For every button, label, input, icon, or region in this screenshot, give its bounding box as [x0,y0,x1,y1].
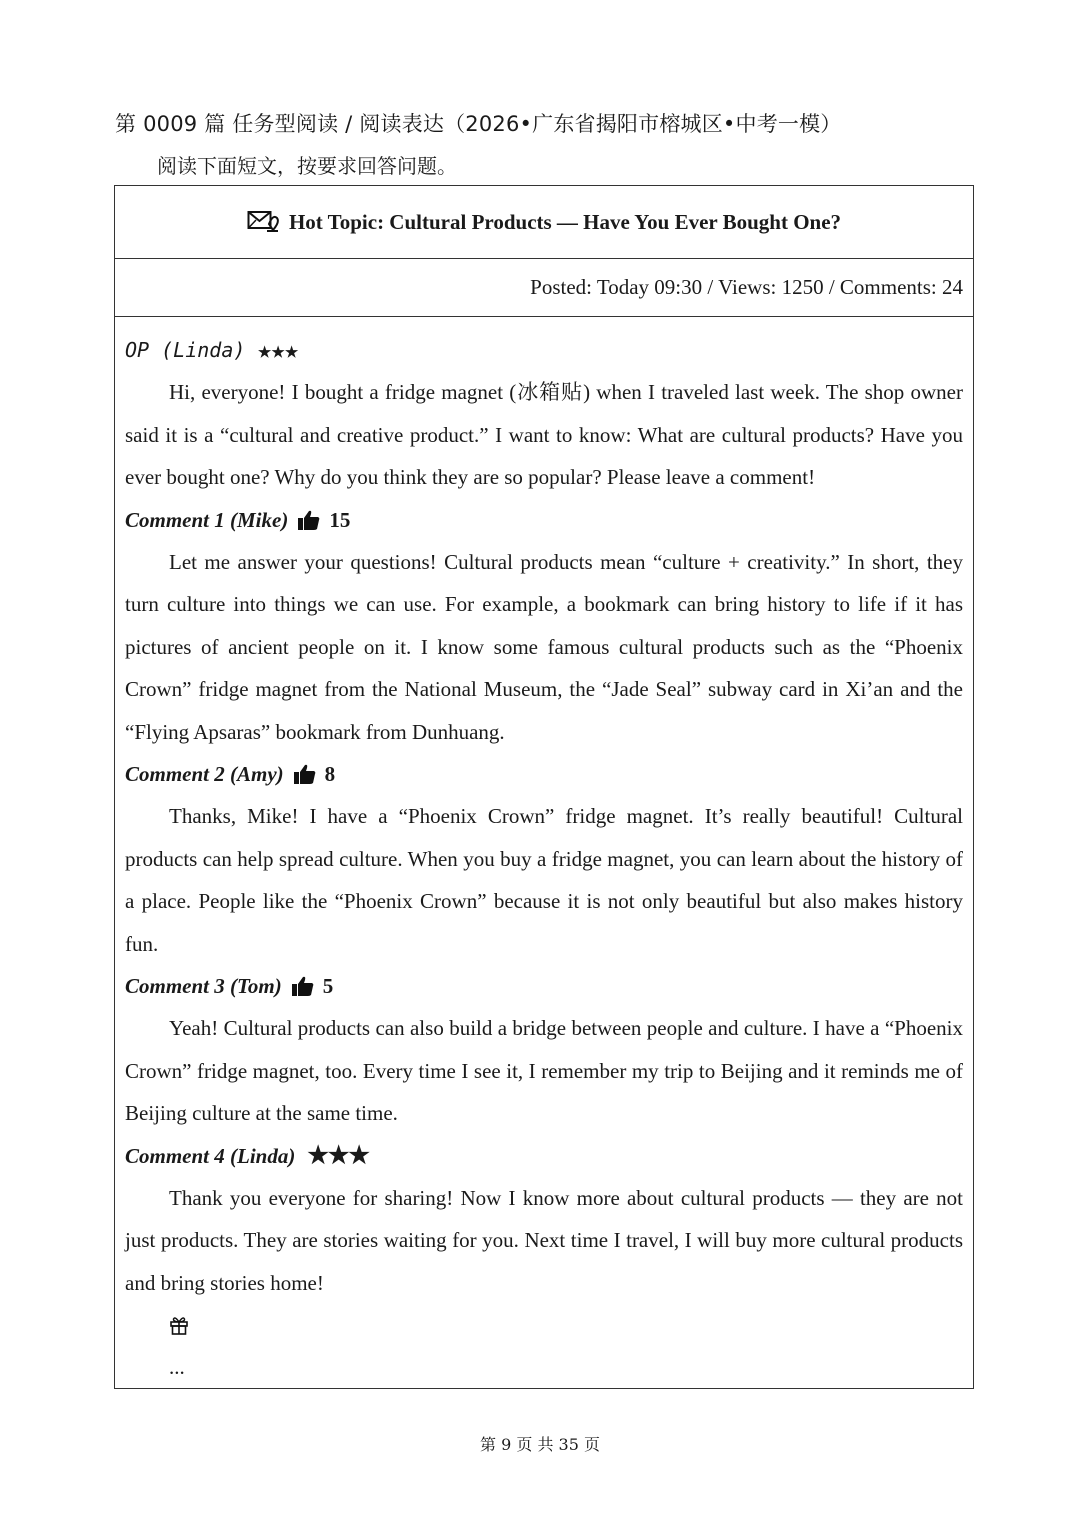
comment-author: Comment 3 (Tom) [125,974,282,998]
comment-author: Comment 1 (Mike) [125,507,289,532]
page-number: 第 9 页 共 35 页 [480,1435,600,1454]
post-title: Hot Topic: Cultural Products — Have You Ever Bought One? [288,209,842,234]
post-meta-row [115,259,973,317]
comment-author-line [125,753,963,795]
thumbs-up-icon [297,509,321,531]
thumbs-up-icon [293,763,317,785]
comment-author: Comment 4 (Linda) [125,1143,296,1168]
comment-likes: 5 [322,974,334,998]
comment-text: Let me answer your questions! Cultural products mean “culture + creativity.” In short, they turn culture into things we can use. For example, a bookmark can bring history to life if it has pictures of ancient people on it. I know some famous cultural products such as the “Phoenix Crown” fridge magnet from the National Museum, the “Jade Seal” subway card in Xi’an and the “Flying Apsaras” bookmark from Dunhuang. [125,549,963,744]
comment-author: Comment 2 (Amy) [125,762,284,786]
op-author-line [125,329,963,371]
envelope-icon [247,210,281,234]
comment-stars: ★★★ [307,1142,369,1169]
op-author: OP (Linda) [125,338,246,362]
comment-text: Yeah! Cultural products can also build a bridge between people and culture. I have a “Phoenix Crown” fridge magnet, too. Every time I see it, I remember my trip to Beijing and it reminds me of Beijing culture at the same time. [125,1016,963,1125]
comment-author-line [125,499,963,541]
instruction-text: 阅读下面短文，按要求回答问题。 [157,154,457,178]
op-stars: ★★★ [257,336,298,364]
post-meta: Posted: Today 09:30 / Views: 1250 / Comments: 24 [530,275,963,299]
post-title-row [115,186,973,259]
comment-text: Thanks, Mike! I have a “Phoenix Crown” fridge magnet. It’s really beautiful! Cultural products can help spread culture. When you buy a fridge magnet, you can learn about the history of a place. People like the “Phoenix Crown” because it is not only beautiful but also makes history fun. [125,804,963,956]
post-body [115,317,973,1388]
comment-text: Thank you everyone for sharing! Now I know more about cultural products — they are not just products. They are stories waiting for you. Next time I travel, I will buy more cultural products and bring stories home! [125,1185,963,1295]
comment-likes: 15 [329,507,351,532]
document-heading: 第 0009 篇 任务型阅读 / 阅读表达（2026•广东省揭阳市榕城区•中考一模） [115,112,842,136]
op-text: Hi, everyone! I bought a fridge magnet (冰箱贴) when I traveled last week. The shop owner said it is a “cultural and creative product.” I want to know: What are cultural products? Have you ever bought one? Why do you think they are so popular? Please leave a comment! [125,380,963,489]
comment-author-line [125,1135,963,1177]
ellipsis: ... [169,1355,185,1379]
comment-likes: 8 [324,762,336,786]
forum-post-box [114,185,974,1389]
gift-icon [169,1315,189,1335]
comment-author-line [125,965,963,1007]
thumbs-up-icon [291,975,315,997]
gift-row [125,1304,963,1346]
